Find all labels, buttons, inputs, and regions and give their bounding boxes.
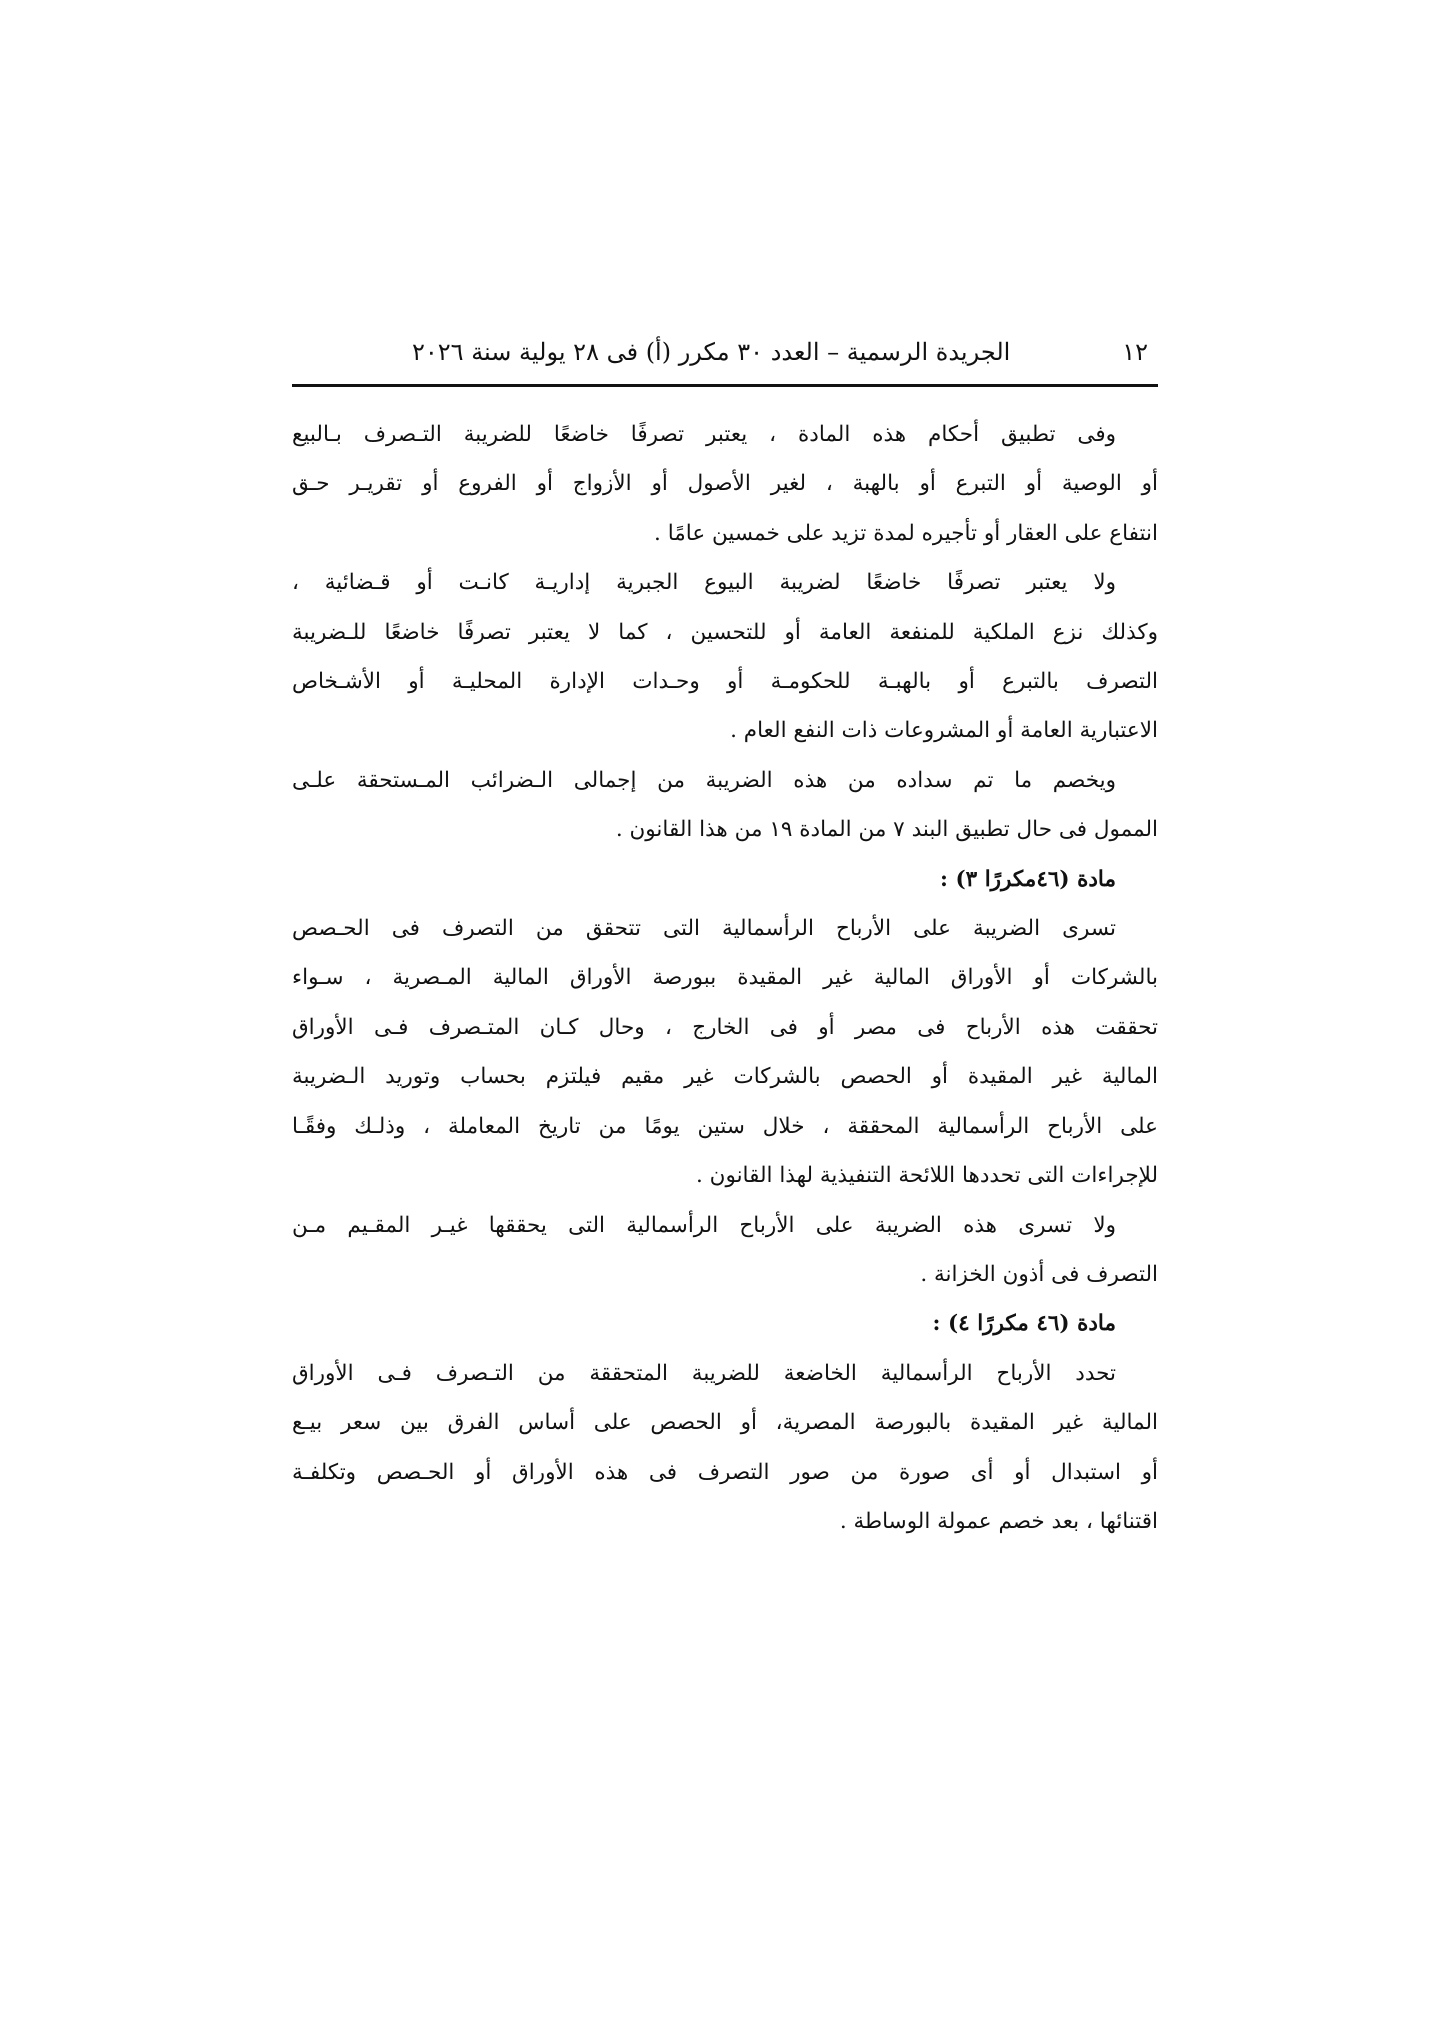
paragraph-line: على الأرباح الرأسمالية المحققة ، خلال ستين يومًا من تاريخ المعاملة ، وذلـك وفقًـا <box>292 1113 1158 1139</box>
paragraph-line: التصرف بالتبرع أو بالهبـة للحكومـة أو وحـدات الإدارة المحليـة أو الأشـخاص <box>292 669 1158 695</box>
paragraph-line: المالية غير المقيدة أو الحصص بالشركات غير مقيم فيلتزم بحساب وتوريد الـضريبة <box>292 1064 1158 1090</box>
paragraph-line: وفى تطبيق أحكام هذه المادة ، يعتبر تصرفًا خاضعًا للضريبة التـصرف بـالبيع <box>292 422 1116 447</box>
paragraph-line: التصرف فى أذون الخزانة . <box>920 1261 1158 1287</box>
article-heading: مادة (٤٦ مكررًا ٤) : <box>932 1311 1116 1337</box>
paragraph <box>292 756 1158 855</box>
paragraph-line: أو الوصية أو التبرع أو بالهبة ، لغير الأصول أو الأزواج أو الفروع أو تقريـر حـق <box>292 471 1158 497</box>
paragraph-line: انتفاع على العقار أو تأجيره لمدة تزيد على خمسين عامًا . <box>654 520 1158 546</box>
paragraph <box>292 1201 1158 1300</box>
paragraph-line: اقتنائها ، بعد خصم عمولة الوساطة . <box>839 1508 1158 1534</box>
paragraph-line: الممول فى حال تطبيق البند ٧ من المادة ١٩ من هذا القانون . <box>615 817 1158 843</box>
paragraph-line: تحدد الأرباح الرأسمالية الخاضعة للضريبة المتحققة من التـصرف فـى الأوراق <box>292 1360 1116 1386</box>
article-heading: مادة (٤٦مكررًا ٣) : <box>940 866 1116 892</box>
page-header <box>292 326 1158 378</box>
header-rule <box>292 384 1158 387</box>
paragraph-line: أو استبدال أو أى صورة من صور التصرف فى هذه الأوراق أو الحـصص وتكلفـة <box>292 1459 1158 1485</box>
paragraph-line: الاعتبارية العامة أو المشروعات ذات النفع العام . <box>730 718 1158 744</box>
paragraph-line: للإجراءات التى تحددها اللائحة التنفيذية لهذا القانون . <box>696 1163 1158 1189</box>
paragraph-line: ولا يعتبر تصرفًا خاضعًا لضريبة البيوع الجبرية إداريـة كانـت أو قـضائية ، <box>292 570 1116 596</box>
paragraph-line: وكذلك نزع الملكية للمنفعة العامة أو للتحسين ، كما لا يعتبر تصرفًا خاضعًا للـضريبة <box>292 619 1158 645</box>
paragraph-line: تحققت هذه الأرباح فى مصر أو فى الخارج ، وحال كـان المتـصرف فـى الأوراق <box>292 1014 1158 1040</box>
paragraph-line: بالشركات أو الأوراق المالية غير المقيدة ببورصة الأوراق المالية المـصرية ، سـواء <box>292 965 1158 991</box>
paragraph <box>292 558 1158 756</box>
paragraph <box>292 410 1158 558</box>
paragraph <box>292 1349 1158 1547</box>
paragraph-line: تسرى الضريبة على الأرباح الرأسمالية التى تتحقق من التصرف فى الحـصص <box>292 916 1116 942</box>
paragraph-line: ويخصم ما تم سداده من هذه الضريبة من إجمالى الـضرائب المـستحقة علـى <box>292 767 1116 793</box>
paragraph-line: المالية غير المقيدة بالبورصة المصرية، أو الحصص على أساس الفرق بين سعر بيـع <box>292 1410 1158 1436</box>
header-title: الجريدة الرسمية – العدد ٣٠ مكرر (أ) فى ٢٨ يولية سنة ٢٠٢٦ <box>412 338 1011 366</box>
paragraph <box>292 904 1158 1200</box>
page-number: ١٢ <box>1122 338 1148 366</box>
paragraph-line: ولا تسرى هذه الضريبة على الأرباح الرأسمالية التى يحققها غيـر المقـيم مـن <box>292 1212 1116 1238</box>
document-body <box>292 410 1158 1546</box>
